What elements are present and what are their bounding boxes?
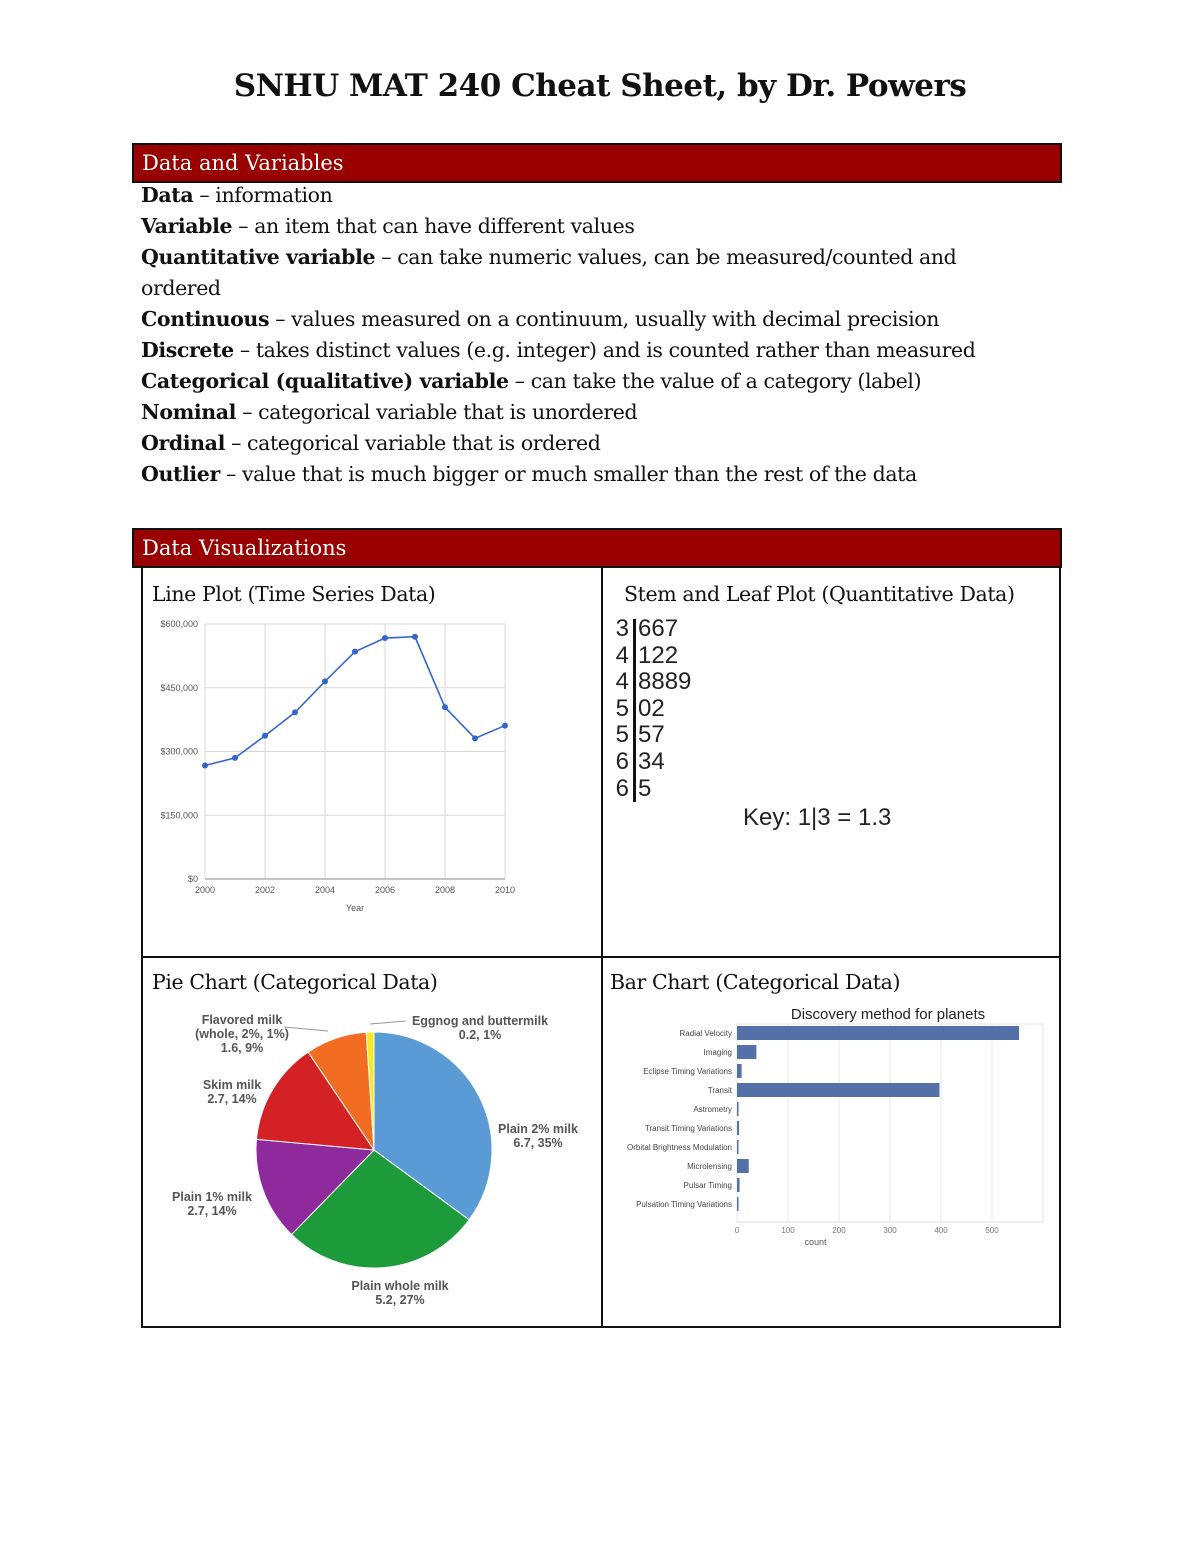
pie-chart: [150, 1005, 595, 1320]
category-label: Radial Velocity: [679, 1029, 732, 1038]
bar: [737, 1083, 939, 1097]
category-label: Microlensing: [687, 1162, 732, 1171]
data-point: [292, 709, 298, 715]
stem-row: [598, 641, 679, 670]
definition-row: [141, 242, 1061, 273]
definition: – can take numeric values, can be measured/counted and: [375, 245, 957, 269]
leaves: 34: [638, 747, 665, 775]
definition: – information: [193, 183, 333, 207]
definition-row: [141, 304, 1061, 335]
slice-label: Flavored milk: [201, 1013, 283, 1027]
slice-label: 5.2, 27%: [375, 1293, 425, 1307]
stem: 5: [615, 694, 629, 722]
stem-key: Key: 1|3 = 1.3: [743, 804, 892, 831]
data-point: [412, 634, 418, 640]
stem-row: [598, 694, 665, 723]
category-label: Imaging: [703, 1048, 732, 1057]
term: Categorical (qualitative) variable: [141, 369, 509, 393]
bar-chart-title: Bar Chart (Categorical Data): [610, 970, 901, 994]
category-label: Orbital Brightness Modulation: [627, 1143, 732, 1152]
data-point: [502, 723, 508, 729]
definition-row: [141, 459, 1061, 490]
x-tick-label: 200: [832, 1226, 846, 1235]
y-tick-label: $150,000: [160, 810, 198, 821]
category-label: Transit Timing Variations: [644, 1124, 732, 1133]
definition: – can take the value of a category (label): [508, 369, 922, 393]
x-tick-label: 300: [883, 1226, 897, 1235]
y-tick-label: $300,000: [160, 746, 198, 757]
x-tick-label: 100: [781, 1226, 795, 1235]
definition-row: [141, 397, 1061, 428]
y-tick-label: $600,000: [160, 619, 198, 629]
stem: 6: [615, 774, 629, 802]
y-tick-label: $450,000: [160, 682, 198, 693]
slice-label: Eggnog and buttermilk: [411, 1014, 549, 1028]
definition-row: [141, 366, 1061, 397]
stem-leaf-plot: [598, 615, 892, 831]
x-tick-label: 2006: [374, 885, 396, 895]
slice-label: Plain 1% milk: [172, 1190, 252, 1204]
x-axis-label: Year: [345, 903, 365, 913]
bar: [737, 1102, 739, 1116]
label-leader-line: [370, 1021, 406, 1024]
slice-label: 2.7, 14%: [207, 1092, 257, 1106]
label-leader-line: [284, 1027, 328, 1031]
leaves: 8889: [638, 668, 692, 696]
definition: – categorical variable that is ordered: [224, 431, 601, 455]
series-line: [205, 637, 505, 766]
leaves: 122: [638, 641, 679, 669]
data-point: [382, 635, 388, 641]
category-label: Transit: [707, 1086, 732, 1095]
data-point: [352, 649, 358, 655]
definition-row: [141, 273, 1061, 304]
stem: 4: [615, 668, 629, 696]
bar: [737, 1121, 739, 1135]
definition: – categorical variable that is unordered: [236, 400, 638, 424]
definition: – an item that can have different values: [232, 214, 635, 238]
data-point: [472, 735, 478, 741]
term: Continuous: [141, 307, 270, 331]
definition-row: [141, 211, 1061, 242]
definitions-list: [141, 180, 1061, 490]
x-tick-label: 2004: [314, 885, 336, 895]
x-axis-label: count: [804, 1237, 827, 1247]
slice-label: Plain whole milk: [351, 1279, 449, 1293]
definition: – values measured on a continuum, usually with decimal precision: [269, 307, 940, 331]
stem: 5: [615, 721, 629, 749]
bar-chart-title-text: Discovery method for planets: [790, 1006, 986, 1023]
stem-row: [598, 774, 652, 803]
bar: [737, 1140, 739, 1154]
line-plot-title: Line Plot (Time Series Data): [152, 582, 436, 606]
leaves: 02: [638, 694, 665, 722]
bar-chart: [606, 1000, 1058, 1252]
term: Quantitative variable: [141, 245, 376, 269]
stem-divider-line: [633, 619, 636, 802]
term: Variable: [141, 214, 233, 238]
bar: [737, 1197, 739, 1211]
x-tick-label: 2000: [194, 885, 216, 895]
bar: [737, 1045, 756, 1059]
definition: – value that is much bigger or much smaller than the rest of the data: [219, 462, 917, 486]
bar: [737, 1026, 1019, 1040]
leaves: 667: [638, 615, 679, 642]
bar: [737, 1178, 740, 1192]
term: Data: [141, 183, 194, 207]
slice-label: 1.6, 9%: [220, 1041, 264, 1055]
slice-label: 0.2, 1%: [458, 1028, 502, 1042]
x-tick-label: 2008: [434, 885, 456, 895]
term: Discrete: [141, 338, 234, 362]
data-point: [442, 704, 448, 710]
stem: 4: [615, 641, 629, 669]
x-tick-label: 0: [734, 1226, 740, 1235]
term: Nominal: [141, 400, 237, 424]
pie-chart-title: Pie Chart (Categorical Data): [152, 970, 438, 994]
slice-label: 2.7, 14%: [187, 1204, 237, 1218]
x-tick-label: 2010: [494, 885, 516, 895]
bar: [737, 1159, 749, 1173]
term: Outlier: [141, 462, 220, 486]
definition-row: [141, 428, 1061, 459]
stem: 3: [615, 615, 629, 642]
slice-label: Skim milk: [202, 1078, 262, 1092]
stem-row: [598, 668, 692, 696]
slice-label: (whole, 2%, 1%): [195, 1027, 289, 1041]
page-title: SNHU MAT 240 Cheat Sheet, by Dr. Powers: [233, 68, 967, 104]
data-point: [322, 678, 328, 684]
x-tick-label: 2002: [254, 885, 276, 895]
section-header-data-variables: Data and Variables: [132, 143, 1062, 183]
line-chart: [150, 612, 530, 922]
definition-row: [141, 180, 1061, 211]
stem-row: [598, 721, 665, 749]
stem-row: [598, 615, 679, 643]
definition: ordered: [141, 276, 221, 300]
y-tick-label: $0: [187, 874, 198, 884]
definition: – takes distinct values (e.g. integer) and is counted rather than measured: [233, 338, 976, 362]
stem-row: [598, 747, 665, 776]
slice-label: 6.7, 35%: [513, 1136, 563, 1150]
x-tick-label: 400: [934, 1226, 948, 1235]
category-label: Pulsation Timing Variations: [636, 1200, 732, 1209]
section-header-visualizations: Data Visualizations: [132, 528, 1062, 568]
x-tick-label: 500: [985, 1226, 999, 1235]
data-point: [202, 763, 208, 769]
bar: [737, 1064, 742, 1078]
leaves: 57: [638, 721, 665, 749]
data-point: [262, 733, 268, 739]
category-label: Pulsar Timing: [683, 1181, 732, 1190]
definition-row: [141, 335, 1061, 366]
term: Ordinal: [141, 431, 225, 455]
category-label: Eclipse Timing Variations: [643, 1067, 732, 1076]
leaves: 5: [638, 774, 652, 802]
slice-label: Plain 2% milk: [498, 1122, 578, 1136]
grid-divider: [143, 956, 1059, 958]
stem-plot-title: Stem and Leaf Plot (Quantitative Data): [624, 582, 1015, 606]
stem: 6: [615, 747, 629, 775]
category-label: Astrometry: [693, 1105, 732, 1114]
data-point: [232, 755, 238, 761]
